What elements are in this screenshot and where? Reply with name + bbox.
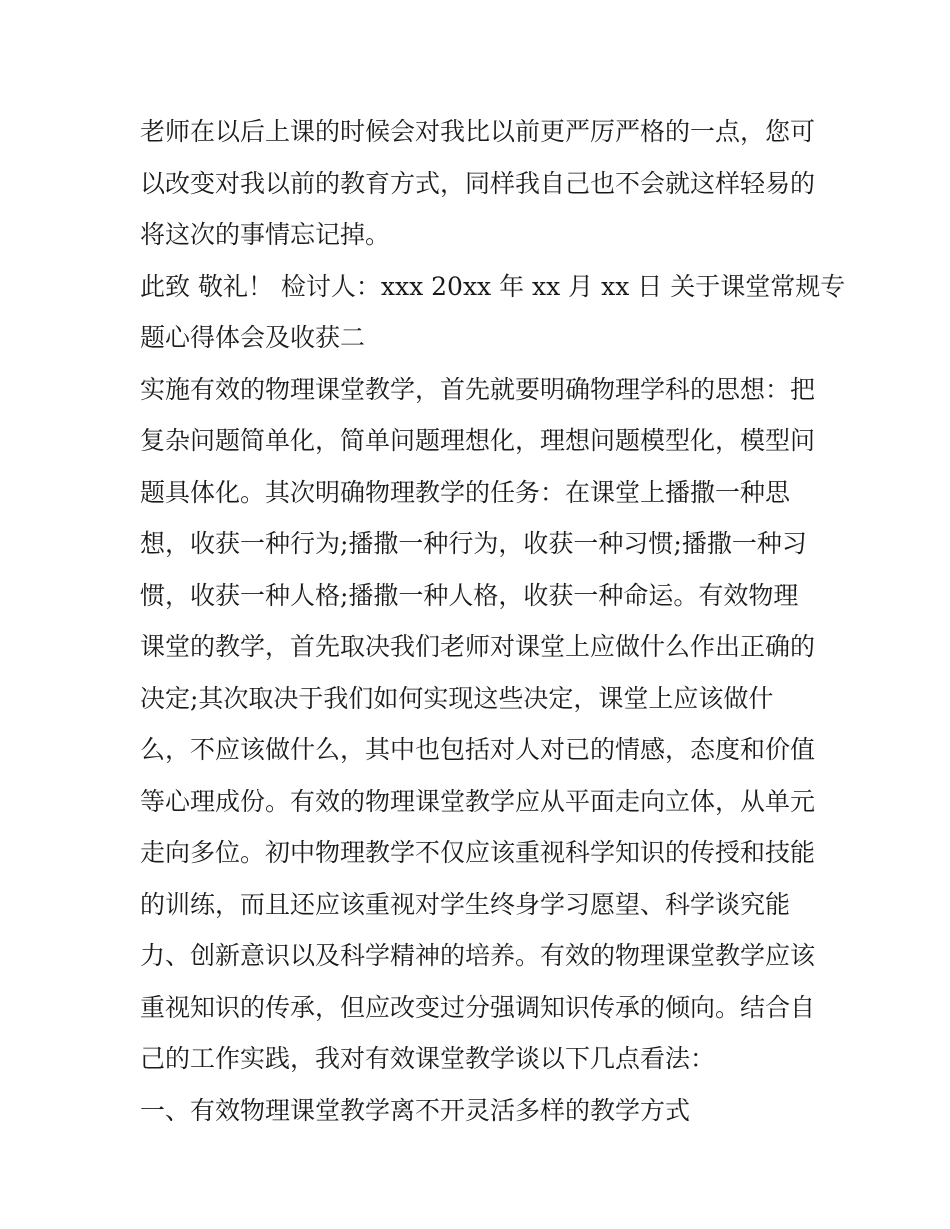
text-line-8: 题具体化。其次明确物理教学的任务：在课堂上播撒一种思 — [140, 477, 791, 507]
text-line-19: 己的工作实践，我对有效课堂教学谈以下几点看法： — [140, 1044, 716, 1073]
text-line-12: 决定;其次取决于我们如何实现这些决定，课堂上应该做什 — [140, 683, 774, 713]
text-line-13: 么，不应该做什么，其中也包括对人对已的情感，态度和价值 — [140, 735, 816, 764]
text-line-15: 走向多位。初中物理教学不仅应该重视科学知识的传授和技能 — [140, 838, 816, 867]
text-line-20: 一、有效物理课堂教学离不开灵活多样的教学方式 — [140, 1095, 691, 1125]
text-line-7: 复杂问题简单化，简单问题理想化，理想问题模型化，模型问 — [140, 426, 816, 455]
text-line-2: 以改变对我以前的教育方式，同样我自己也不会就这样轻易的 — [140, 168, 816, 198]
text-line-1: 老师在以后上课的时候会对我比以前更严厉严格的一点，您可 — [140, 117, 816, 146]
text-line-18: 重视知识的传承，但应改变过分强调知识传承的倾向。结合自 — [140, 992, 816, 1022]
text-line-5: 题心得体会及收获二 — [140, 323, 366, 352]
text-line-11: 课堂的教学，首先取决我们老师对课堂上应做什么作出正确的 — [140, 632, 816, 661]
text-line-4: 此致 敬礼！ 检讨人：xxx 20xx 年 xx 月 xx 日 关于课堂常规专 — [140, 271, 846, 301]
text-line-14: 等心理成份。有效的物理课堂教学应从平面走向立体，从单元 — [140, 786, 816, 816]
document-body — [140, 106, 846, 1136]
text-line-10: 惯，收获一种人格;播撒一种人格，收获一种命运。有效物理 — [140, 580, 799, 610]
text-line-3: 将这次的事情忘记掉。 — [140, 220, 391, 249]
text-line-17: 力、创新意识以及科学精神的培养。有效的物理课堂教学应该 — [140, 941, 816, 970]
text-line-9: 想，收获一种行为;播撒一种行为，收获一种习惯;播撒一种习 — [140, 529, 807, 558]
text-line-6: 实施有效的物理课堂教学，首先就要明确物理学科的思想：把 — [140, 374, 816, 404]
text-line-16: 的训练，而且还应该重视对学生终身学习愿望、科学谈究能 — [140, 889, 791, 919]
